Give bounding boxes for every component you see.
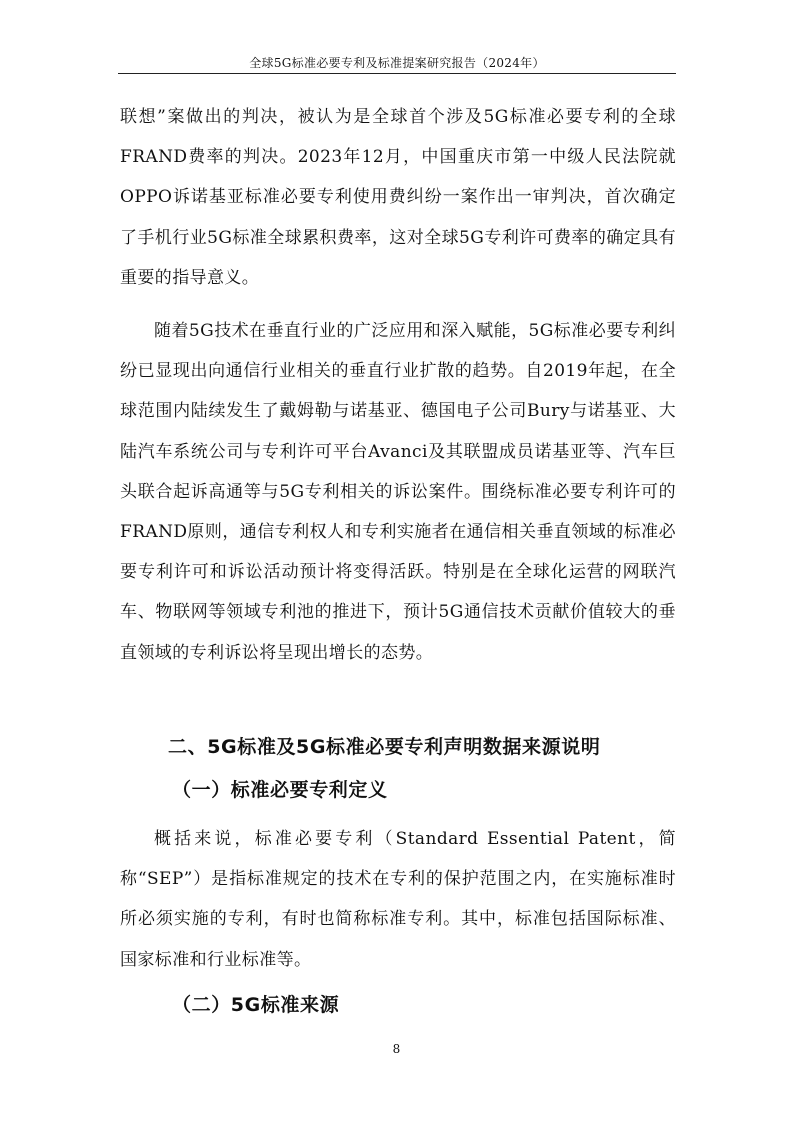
paragraph-sep-definition: 概括来说，标准必要专利（Standard Essential Patent，简称“SEP”）是指标准规定的技术在专利的保护范围之内，在实施标准时所必须实施的专利，有时也简称标准专利。其中，标准包括国际标准、国家标准和行业标准等。 [120,829,676,970]
header-divider [118,73,676,74]
section-heading-data-sources: 二、5G标准及5G标准必要专利声明数据来源说明 [168,736,601,758]
subsection-heading-sep-definition: （一）标准必要专利定义 [172,779,388,801]
subsection-heading-5g-standard-sources: （二）5G标准来源 [172,994,340,1016]
running-header: 全球5G标准必要专利及标准提案研究报告（2024年） [249,56,545,70]
page-number: 8 [392,1042,401,1056]
paragraph-frand-ruling: 联想”案做出的判决，被认为是全球首个涉及5G标准必要专利的全球FRAND费率的判决。2023年12月，中国重庆市第一中级人民法院就OPPO诉诺基亚标准必要专利使用费纠纷一案作出一审判决，首次确定了手机行业5G标准全球累积费率，这对全球5G专利许可费率的确定具有重要的指导意义。 [120,107,676,288]
paragraph-vertical-industry-trend: 随着5G技术在垂直行业的广泛应用和深入赋能，5G标准必要专利纠纷已显现出向通信行业相关的垂直行业扩散的趋势。自2019年起，在全球范围内陆续发生了戴姆勒与诺基亚、德国电子公司Bury与诺基亚、大陆汽车系统公司与专利许可平台Avanci及其联盟成员诺基亚等、汽车巨头联合起诉高通等与5G专利相关的诉讼案件。围绕标准必要专利许可的FRAND原则，通信专利权人和专利实施者在通信相关垂直领域的标准必要专利许可和诉讼活动预计将变得活跃。特别是在全球化运营的网联汽车、物联网等领域专利池的推进下，预计5G通信技术贡献价值较大的垂直领域的专利诉讼将呈现出增长的态势。 [120,321,676,663]
